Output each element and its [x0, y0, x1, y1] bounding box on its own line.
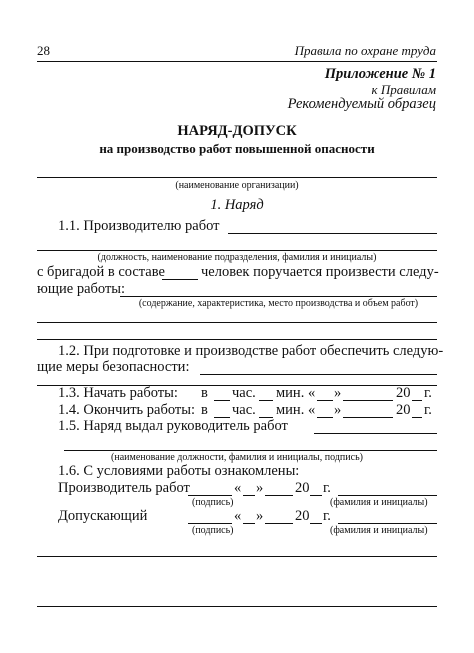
works-caption: (содержание, характеристика, место производства и объем работ)	[138, 298, 419, 309]
works-label: ющие работы:	[37, 281, 126, 297]
safety-measures-field[interactable]	[200, 374, 437, 375]
end-year-prefix: 20	[396, 402, 411, 418]
appendix-note: Рекомендуемый образец	[287, 96, 436, 112]
start-at: в	[201, 385, 208, 401]
performer-month-field[interactable]	[265, 495, 293, 496]
brigade-text-after: человек поручается произвести следу-	[201, 264, 439, 280]
performer-row-label: Производитель работ	[58, 480, 190, 496]
performer-signature-caption: (подпись)	[192, 497, 234, 508]
start-minutes-field[interactable]	[259, 400, 273, 401]
end-year-field[interactable]	[412, 417, 422, 418]
admitter-signature-caption: (подпись)	[192, 525, 234, 536]
performer-day-field[interactable]	[243, 495, 255, 496]
admitter-year-prefix: 20	[295, 508, 310, 524]
admitter-year-field[interactable]	[310, 523, 322, 524]
end-year-suffix: г.	[424, 402, 432, 418]
issuer-caption: (наименование должности, фамилия и инициалы, подпись)	[111, 452, 363, 463]
start-day-field[interactable]	[317, 400, 333, 401]
start-year-field[interactable]	[412, 400, 422, 401]
performer-year-suffix: г.	[323, 480, 331, 496]
end-month-field[interactable]	[343, 417, 393, 418]
performer-caption: (должность, наименование подразделения, фамилия и инициалы)	[97, 252, 377, 263]
start-year-prefix: 20	[396, 385, 411, 401]
item-1-5-label: 1.5. Наряд выдал руководитель работ	[58, 418, 288, 434]
item-1-1-label: 1.1. Производителю работ	[58, 218, 220, 234]
admitter-row-label: Допускающий	[58, 508, 148, 524]
admitter-quote-close: »	[256, 508, 264, 524]
start-minutes-label: мин. «	[276, 385, 316, 401]
item-1-6-label: 1.6. С условиями работы ознакомлены:	[58, 463, 300, 479]
running-title: Правила по охране труда	[294, 43, 436, 58]
performer-name-field[interactable]	[338, 495, 437, 496]
performer-quote-open: «	[234, 480, 242, 496]
item-1-3-label: 1.3. Начать работы:	[58, 385, 178, 401]
document-title: НАРЯД-ДОПУСК	[177, 123, 297, 139]
item-1-2-line-1: 1.2. При подготовке и производстве работ обеспечить следую-	[58, 343, 444, 359]
performer-signature-field[interactable]	[188, 495, 232, 496]
brigade-text-before: с бригадой в составе	[37, 264, 165, 280]
start-month-field[interactable]	[343, 400, 393, 401]
admitter-name-field[interactable]	[338, 523, 437, 524]
performer-year-field[interactable]	[310, 495, 322, 496]
admitter-name-caption: (фамилия и инициалы)	[330, 525, 428, 536]
start-year-suffix: г.	[424, 385, 432, 401]
start-hours-label: час.	[232, 385, 256, 401]
item-1-4-label: 1.4. Окончить работы:	[58, 402, 196, 418]
admitter-day-field[interactable]	[243, 523, 255, 524]
document-subtitle: на производство работ повышенной опасности	[99, 141, 375, 156]
item-1-2-line-2: щие меры безопасности:	[37, 359, 190, 375]
header-rule	[37, 61, 437, 62]
start-quote-close: »	[334, 385, 342, 401]
appendix-subtitle: к Правилам	[371, 82, 436, 97]
admitter-signature-field[interactable]	[188, 523, 232, 524]
end-at: в	[201, 402, 208, 418]
admitter-month-field[interactable]	[265, 523, 293, 524]
performer-field-line-2[interactable]	[37, 250, 437, 251]
end-minutes-label: мин. «	[276, 402, 316, 418]
end-quote-close: »	[334, 402, 342, 418]
blank-line-2[interactable]	[37, 606, 437, 607]
page-number: 28	[37, 43, 50, 58]
blank-line-1[interactable]	[37, 556, 437, 557]
brigade-size-field[interactable]	[162, 279, 198, 280]
organization-line	[37, 177, 437, 178]
section-heading: 1. Наряд	[210, 197, 264, 213]
organization-caption: (наименование организации)	[175, 180, 299, 191]
appendix-title: Приложение № 1	[324, 66, 436, 82]
issuer-field-line-2[interactable]	[64, 450, 437, 451]
performer-name-caption: (фамилия и инициалы)	[330, 497, 428, 508]
performer-quote-close: »	[256, 480, 264, 496]
performer-year-prefix: 20	[295, 480, 310, 496]
admitter-quote-open: «	[234, 508, 242, 524]
admitter-year-suffix: г.	[323, 508, 331, 524]
issuer-field[interactable]	[314, 433, 437, 434]
works-field-line-2[interactable]	[37, 322, 437, 323]
works-field-line-3[interactable]	[37, 339, 437, 340]
end-hours-label: час.	[232, 402, 256, 418]
end-day-field[interactable]	[317, 417, 333, 418]
performer-field[interactable]	[228, 233, 437, 234]
works-field[interactable]	[120, 296, 437, 297]
start-hours-field[interactable]	[214, 400, 230, 401]
